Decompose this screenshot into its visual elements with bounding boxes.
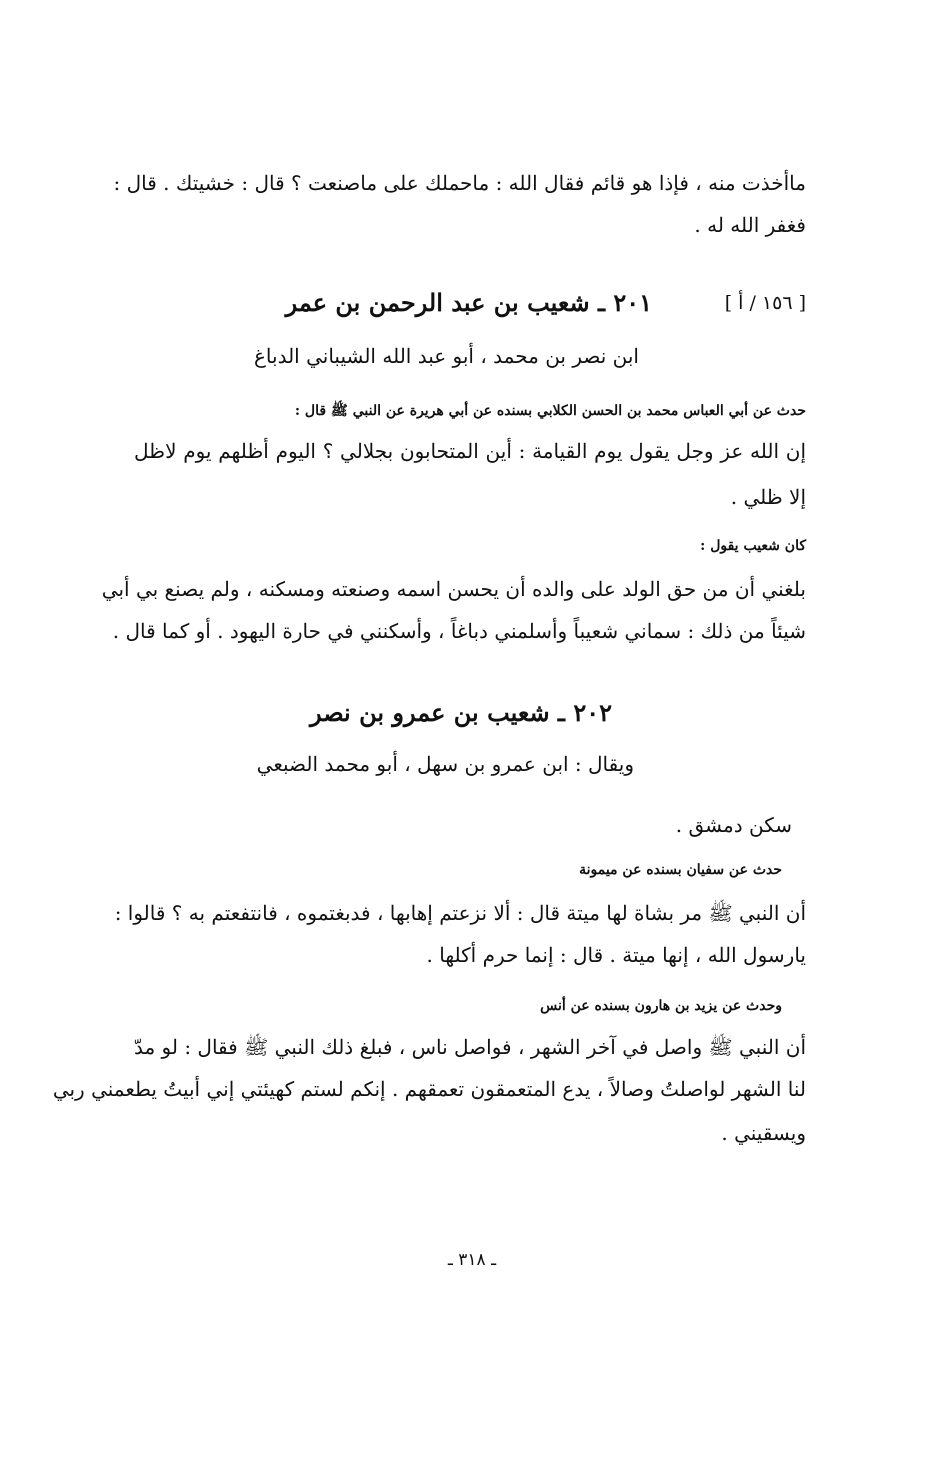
entry-202-residence: سكن دمشق . bbox=[675, 813, 792, 837]
entry-202-hadith-2-line-3: ويسقيني . bbox=[721, 1121, 806, 1145]
intro-line-2: فغفر الله له . bbox=[694, 213, 806, 237]
entry-201-hadith-line-2: إلا ظلي . bbox=[730, 485, 806, 509]
entry-202-title: ٢٠٢ ـ شعيب بن عمرو بن نصر bbox=[310, 698, 612, 727]
entry-202-isnad-1: حدث عن سفيان بسنده عن ميمونة bbox=[579, 862, 782, 878]
entry-202-isnad-2: وحدث عن يزيد بن هارون بسنده عن أنس bbox=[540, 998, 782, 1014]
entry-201-hadith-line-1: إن الله عز وجل يقول يوم القيامة : أين المتحابون بجلالي ؟ اليوم أظلهم يوم لاظل bbox=[134, 439, 806, 463]
page-number: ـ ٣١٨ ـ bbox=[447, 1250, 497, 1270]
entry-202-subtitle: ويقال : ابن عمرو بن سهل ، أبو محمد الضبعي bbox=[256, 752, 634, 776]
entry-201-saying-line-2: شيئاً من ذلك : سماني شعيباً وأسلمني دباغاً ، وأسكنني في حارة اليهود . أو كما قال . bbox=[112, 619, 806, 643]
entry-202-hadith-2-line-2: لنا الشهر لواصلتُ وصالاً ، يدع المتعمقون تعمقهم . إنكم لستم كهيئتي إني أبيتُ يطعمني ربي bbox=[52, 1077, 806, 1101]
entry-201-title: ٢٠١ ـ شعيب بن عبد الرحمن بن عمر bbox=[285, 288, 652, 317]
intro-line-1: ماأخذت منه ، فإذا هو قائم فقال الله : ماحملك على ماصنعت ؟ قال : خشيتك . قال : bbox=[113, 171, 806, 195]
entry-202-hadith-1-line-1: أن النبي ﷺ مر بشاة لها ميتة قال : ألا نزعتم إهابها ، فدبغتموه ، فانتفعتم به ؟ قالوا : bbox=[114, 901, 806, 925]
entry-201-isnad-2: كان شعيب يقول : bbox=[700, 538, 806, 554]
entry-202-hadith-2-line-1: أن النبي ﷺ واصل في آخر الشهر ، فواصل ناس ، فبلغ ذلك النبي ﷺ فقال : لو مدّ bbox=[133, 1035, 806, 1059]
entry-201-saying-line-1: بلغني أن من حق الولد على والده أن يحسن اسمه وصنعته ومسكنه ، ولم يصنع بي أبي bbox=[101, 577, 806, 601]
entry-202-hadith-1-line-2: يارسول الله ، إنها ميتة . قال : إنما حرم أكلها . bbox=[426, 943, 806, 967]
folio-marker: [ ١٥٦ / أ ] bbox=[724, 292, 806, 314]
entry-201-isnad-1: حدث عن أبي العباس محمد بن الحسن الكلابي بسنده عن أبي هريرة عن النبي ﷺ قال : bbox=[294, 403, 806, 419]
entry-201-subtitle: ابن نصر بن محمد ، أبو عبد الله الشيباني الدباغ bbox=[254, 344, 639, 368]
